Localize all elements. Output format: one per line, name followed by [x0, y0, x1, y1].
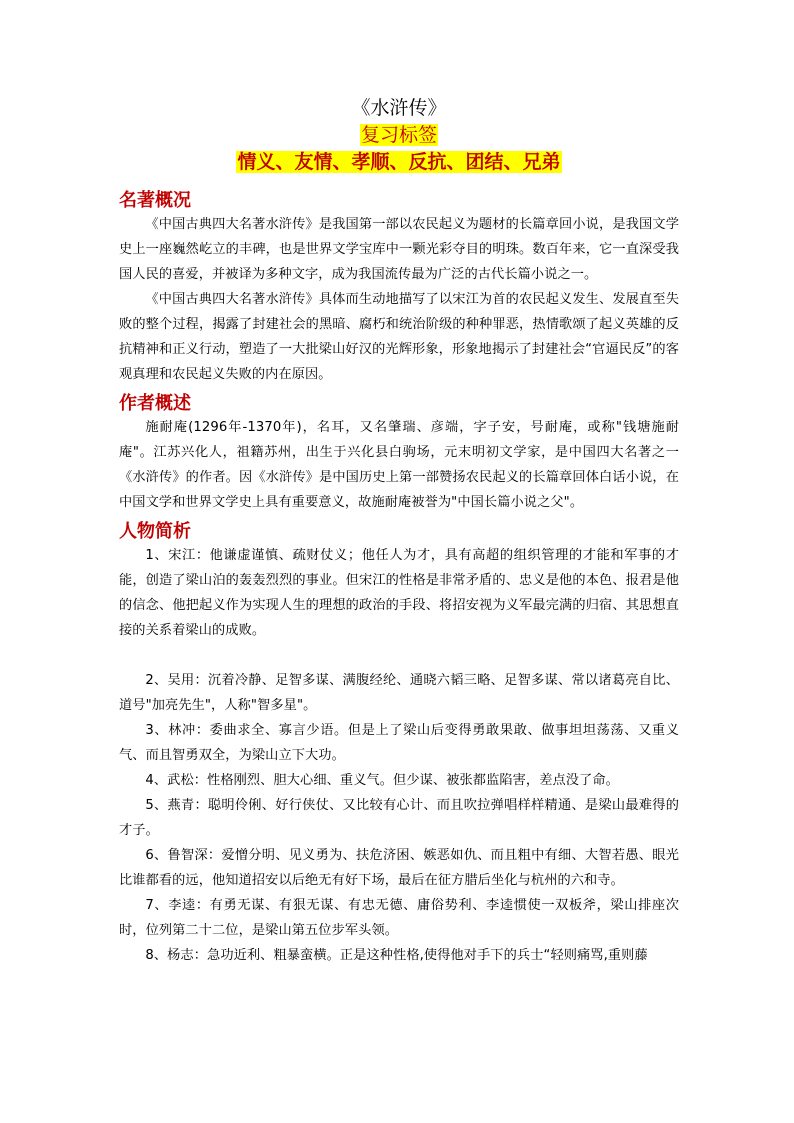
section-heading-overview: 名著概况	[119, 190, 191, 211]
character-paragraph: 3、林冲：委曲求全、寡言少语。但是上了梁山后变得勇敢果敢、做事坦坦荡荡、又重义气、而且智勇双全，为梁山立下大功。	[119, 723, 679, 763]
document-tags: 情义、友情、孝顺、反抗、团结、兄弟	[237, 151, 561, 173]
blank-line	[119, 643, 679, 668]
section-heading-author: 作者概述	[119, 393, 191, 414]
character-paragraph: 2、吴用：沉着冷静、足智多谋、满腹经纶、通晓六韬三略、足智多谋、常以诸葛亮自比、道号"加亮先生"，人称"智多星"。	[119, 673, 679, 713]
overview-paragraph: 《中国古典四大名著水浒传》是我国第一部以农民起义为题材的长篇章回小说，是我国文学史上一座巍然屹立的丰碑，也是世界文学宝库中一颗光彩夺目的明珠。数百年来，它一直深受我国人民的喜爱，并被译为多种文字，成为我国流传最为广泛的古代长篇小说之一。	[119, 217, 679, 282]
character-paragraph: 5、燕青：聪明伶俐、好行侠仗、又比较有心计、而且吹拉弹唱样样精通、是梁山最难得的才子。	[119, 798, 679, 838]
subtitle-line	[119, 122, 679, 149]
character-paragraph: 8、杨志：急功近利、粗暴蛮横。正是这种性格,使得他对手下的兵士“轻则痛骂,重则藤	[145, 948, 648, 963]
character-paragraph: 4、武松：性格刚烈、胆大心细、重义气。但少谋、被张都监陷害，差点没了命。	[145, 773, 619, 788]
overview-paragraph: 《中国古典四大名著水浒传》具体而生动地描写了以宋江为首的农民起义发生、发展直至失败的整个过程，揭露了封建社会的黑暗、腐朽和统治阶级的种种罪恶，热情歌颂了起义英雄的反抗精神和正义行动，塑造了一大批梁山好汉的光辉形象，形象地揭示了封建社会“官逼民反”的客观真理和农民起义失败的内在原因。	[119, 292, 679, 382]
section-heading-characters: 人物简析	[119, 521, 191, 542]
character-paragraph: 1、宋江：他谦虚谨慎、疏财仗义；他任人为才，具有高超的组织管理的才能和军事的才能，创造了梁山泊的轰轰烈烈的事业。但宋江的性格是非常矛盾的、忠义是他的本色、报君是他的信念、他把起义作为实现人生的理想的政治的手段、将招安视为义军最完满的归宿、其思想直接的关系着梁山的成败。	[119, 548, 679, 638]
document-title: 《水浒传》	[351, 97, 447, 119]
document-content	[119, 96, 679, 968]
tags-line	[119, 149, 679, 176]
character-paragraph: 7、李逵：有勇无谋、有狠无谋、有忠无德、庸俗势利、李逵惯使一双板斧，梁山排座次时，位列第二十二位，是梁山第五位步军头领。	[119, 898, 679, 938]
author-paragraph: 施耐庵(1296年-1370年)，名耳，又名肇瑞、彦端，字子安，号耐庵，或称"钱塘施耐庵"。江苏兴化人，祖籍苏州，出生于兴化县白驹场，元末明初文学家，是中国四大名著之一《水浒传》的作者。因《水浒传》是中国历史上第一部赞扬农民起义的长篇章回体白话小说，在中国文学和世界文学史上具有重要意义，故施耐庵被誉为"中国长篇小说之父"。	[119, 420, 679, 510]
document-subtitle: 复习标签	[360, 124, 437, 146]
character-paragraph: 6、鲁智深：爱憎分明、见义勇为、扶危济困、嫉恶如仇、而且粗中有细、大智若愚、眼光比谁都看的远，他知道招安以后绝无有好下场，最后在征方腊后坐化与杭州的六和寺。	[119, 848, 679, 888]
